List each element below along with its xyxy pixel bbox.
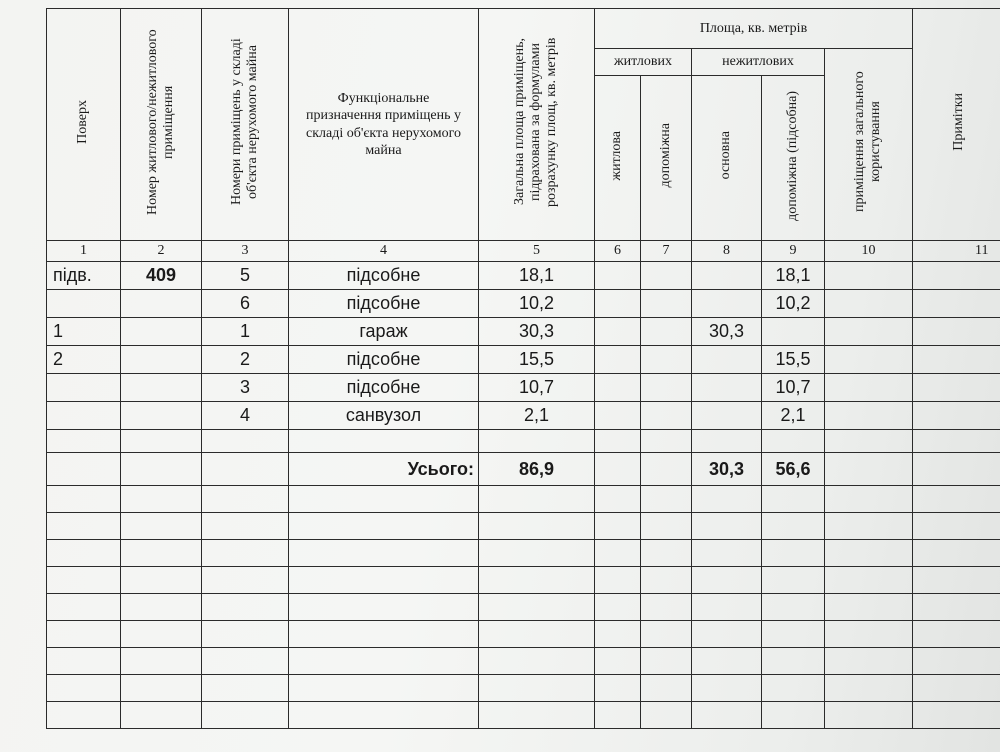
cell-auxiliary-utility: 2,1 — [762, 402, 825, 430]
cell-living — [595, 290, 641, 318]
empty-cell — [202, 675, 289, 702]
empty-cell — [825, 621, 913, 648]
empty-cell — [825, 648, 913, 675]
empty-cell — [47, 486, 121, 513]
empty-cell — [595, 486, 641, 513]
header-notes: Примітки — [913, 9, 1000, 241]
cell-purpose: підсобне — [289, 262, 479, 290]
cell-total-area: 18,1 — [479, 262, 595, 290]
empty-cell — [641, 621, 692, 648]
empty-cell — [641, 702, 692, 729]
empty-cell — [913, 621, 1000, 648]
empty-cell — [121, 648, 202, 675]
cell-living — [595, 262, 641, 290]
empty-cell — [479, 702, 595, 729]
empty-row — [47, 513, 1000, 540]
cell-main — [692, 402, 762, 430]
empty-cell — [121, 430, 202, 453]
table-row — [47, 374, 1000, 402]
cell-auxiliary — [641, 374, 692, 402]
empty-cell — [121, 513, 202, 540]
empty-cell — [202, 594, 289, 621]
cell-auxiliary — [641, 290, 692, 318]
empty-cell — [762, 702, 825, 729]
empty-row — [47, 540, 1000, 567]
empty-cell — [202, 648, 289, 675]
empty-cell — [289, 430, 479, 453]
empty-cell — [692, 430, 762, 453]
empty-row — [47, 702, 1000, 729]
empty-cell — [595, 621, 641, 648]
cell-living — [595, 374, 641, 402]
cell-floor: 1 — [47, 318, 121, 346]
totals-auxiliary-utility: 56,6 — [762, 453, 825, 486]
column-number: 5 — [479, 241, 595, 262]
totals-label: Усього: — [289, 453, 479, 486]
empty-cell — [692, 621, 762, 648]
cell-floor — [47, 402, 121, 430]
empty-cell — [825, 594, 913, 621]
header-living: житлова — [595, 76, 641, 241]
empty-cell — [289, 513, 479, 540]
table-row — [47, 290, 1000, 318]
cell-premise-number: 4 — [202, 402, 289, 430]
empty-cell — [121, 621, 202, 648]
cell-premise-number: 6 — [202, 290, 289, 318]
empty-cell — [47, 567, 121, 594]
empty-row — [47, 594, 1000, 621]
header-total-area: Загальна площа приміщень, підрахована за формулами розрахунку площ, кв. метрів — [479, 9, 595, 241]
cell-premise-number: 2 — [202, 346, 289, 374]
cell-common-use — [825, 318, 913, 346]
column-number: 11 — [913, 241, 1000, 262]
cell-auxiliary — [641, 262, 692, 290]
table-row — [47, 402, 1000, 430]
empty-cell — [479, 486, 595, 513]
cell-auxiliary-utility: 10,2 — [762, 290, 825, 318]
empty-row — [47, 430, 1000, 453]
empty-cell — [913, 513, 1000, 540]
empty-cell — [289, 675, 479, 702]
column-number: 8 — [692, 241, 762, 262]
totals-row — [47, 453, 1000, 486]
empty-row — [47, 567, 1000, 594]
cell-room-number — [121, 374, 202, 402]
empty-cell — [47, 594, 121, 621]
cell-living — [595, 318, 641, 346]
empty-cell — [479, 648, 595, 675]
empty-cell — [121, 453, 202, 486]
cell-purpose: санвузол — [289, 402, 479, 430]
header-area-group: Площа, кв. метрів — [595, 9, 913, 49]
empty-cell — [595, 702, 641, 729]
cell-premise-number: 1 — [202, 318, 289, 346]
empty-cell — [692, 702, 762, 729]
empty-cell — [692, 594, 762, 621]
cell-total-area: 10,7 — [479, 374, 595, 402]
empty-cell — [825, 513, 913, 540]
empty-cell — [479, 430, 595, 453]
empty-row — [47, 675, 1000, 702]
table-row — [47, 262, 1000, 290]
empty-cell — [641, 430, 692, 453]
empty-cell — [121, 594, 202, 621]
cell-auxiliary-utility: 18,1 — [762, 262, 825, 290]
empty-cell — [595, 648, 641, 675]
area-table — [46, 8, 1000, 729]
empty-cell — [595, 430, 641, 453]
empty-cell — [762, 513, 825, 540]
header-floor: Поверх — [47, 9, 121, 241]
cell-room-number — [121, 318, 202, 346]
empty-cell — [825, 486, 913, 513]
empty-row — [47, 621, 1000, 648]
empty-cell — [47, 540, 121, 567]
empty-cell — [289, 486, 479, 513]
empty-cell — [202, 453, 289, 486]
cell-common-use — [825, 346, 913, 374]
empty-cell — [121, 540, 202, 567]
header-nonresidential: нежитлових — [692, 49, 825, 76]
empty-cell — [289, 648, 479, 675]
empty-cell — [121, 702, 202, 729]
empty-cell — [121, 675, 202, 702]
cell-common-use — [825, 402, 913, 430]
cell-total-area: 2,1 — [479, 402, 595, 430]
cell-notes — [913, 262, 1000, 290]
cell-purpose: гараж — [289, 318, 479, 346]
column-number: 7 — [641, 241, 692, 262]
cell-total-area: 30,3 — [479, 318, 595, 346]
empty-cell — [692, 567, 762, 594]
empty-cell — [289, 540, 479, 567]
empty-cell — [762, 540, 825, 567]
cell-room-number: 409 — [121, 262, 202, 290]
empty-cell — [479, 513, 595, 540]
cell-main — [692, 346, 762, 374]
empty-cell — [913, 702, 1000, 729]
cell-main — [692, 290, 762, 318]
column-number: 4 — [289, 241, 479, 262]
column-number-row — [47, 241, 1000, 262]
empty-cell — [289, 567, 479, 594]
cell-notes — [913, 318, 1000, 346]
empty-cell — [479, 540, 595, 567]
totals-main: 30,3 — [692, 453, 762, 486]
empty-cell — [762, 675, 825, 702]
empty-cell — [762, 486, 825, 513]
cell-purpose: підсобне — [289, 346, 479, 374]
empty-cell — [692, 675, 762, 702]
cell-auxiliary-utility: 15,5 — [762, 346, 825, 374]
cell-common-use — [825, 374, 913, 402]
empty-cell — [289, 621, 479, 648]
empty-cell — [47, 675, 121, 702]
cell-purpose: підсобне — [289, 374, 479, 402]
empty-cell — [825, 430, 913, 453]
empty-cell — [692, 648, 762, 675]
column-number: 1 — [47, 241, 121, 262]
header-auxiliary-utility: допоміжна (підсобна) — [762, 76, 825, 241]
cell-notes — [913, 374, 1000, 402]
cell-floor: 2 — [47, 346, 121, 374]
empty-cell — [641, 567, 692, 594]
empty-cell — [202, 486, 289, 513]
cell-auxiliary — [641, 346, 692, 374]
column-number: 2 — [121, 241, 202, 262]
empty-cell — [762, 567, 825, 594]
column-number: 10 — [825, 241, 913, 262]
column-number: 3 — [202, 241, 289, 262]
empty-cell — [913, 675, 1000, 702]
header-main: основна — [692, 76, 762, 241]
empty-cell — [202, 621, 289, 648]
cell-common-use — [825, 262, 913, 290]
cell-auxiliary — [641, 318, 692, 346]
empty-cell — [913, 486, 1000, 513]
empty-cell — [641, 648, 692, 675]
empty-cell — [121, 567, 202, 594]
empty-cell — [479, 621, 595, 648]
cell-auxiliary-utility — [762, 318, 825, 346]
header-premise-numbers: Номери приміщень у складі об'єкта нерухомого майна — [202, 9, 289, 241]
empty-cell — [641, 594, 692, 621]
empty-cell — [479, 594, 595, 621]
empty-cell — [762, 594, 825, 621]
cell-living — [595, 402, 641, 430]
empty-cell — [762, 621, 825, 648]
cell-premise-number: 3 — [202, 374, 289, 402]
empty-cell — [913, 430, 1000, 453]
empty-row — [47, 648, 1000, 675]
cell-main — [692, 374, 762, 402]
cell-floor: підв. — [47, 262, 121, 290]
empty-cell — [47, 453, 121, 486]
header-room-number: Номер житлового/нежитлового приміщення — [121, 9, 202, 241]
totals-total-area: 86,9 — [479, 453, 595, 486]
empty-cell — [47, 648, 121, 675]
table-row — [47, 318, 1000, 346]
empty-cell — [692, 513, 762, 540]
cell-room-number — [121, 346, 202, 374]
cell-floor — [47, 374, 121, 402]
cell-notes — [913, 290, 1000, 318]
empty-cell — [913, 453, 1000, 486]
cell-room-number — [121, 402, 202, 430]
cell-main — [692, 262, 762, 290]
empty-cell — [202, 430, 289, 453]
empty-cell — [595, 453, 641, 486]
header-residential: житлових — [595, 49, 692, 76]
cell-auxiliary-utility: 10,7 — [762, 374, 825, 402]
empty-cell — [202, 567, 289, 594]
empty-cell — [595, 675, 641, 702]
cell-room-number — [121, 290, 202, 318]
cell-living — [595, 346, 641, 374]
header-purpose: Функціональне призначення приміщень у складі об'єкта нерухомого майна — [289, 9, 479, 241]
empty-cell — [913, 567, 1000, 594]
empty-cell — [762, 430, 825, 453]
empty-cell — [641, 513, 692, 540]
empty-cell — [641, 486, 692, 513]
cell-notes — [913, 346, 1000, 374]
empty-cell — [641, 540, 692, 567]
column-number: 9 — [762, 241, 825, 262]
empty-cell — [762, 648, 825, 675]
empty-cell — [825, 540, 913, 567]
empty-cell — [47, 621, 121, 648]
cell-total-area: 10,2 — [479, 290, 595, 318]
empty-cell — [289, 594, 479, 621]
cell-purpose: підсобне — [289, 290, 479, 318]
empty-cell — [202, 513, 289, 540]
empty-cell — [595, 540, 641, 567]
empty-cell — [641, 675, 692, 702]
table-row — [47, 346, 1000, 374]
header-auxiliary: допоміжна — [641, 76, 692, 241]
cell-main: 30,3 — [692, 318, 762, 346]
cell-floor — [47, 290, 121, 318]
empty-cell — [913, 594, 1000, 621]
empty-cell — [47, 702, 121, 729]
cell-total-area: 15,5 — [479, 346, 595, 374]
empty-cell — [595, 567, 641, 594]
column-number: 6 — [595, 241, 641, 262]
empty-cell — [692, 486, 762, 513]
empty-cell — [825, 702, 913, 729]
cell-premise-number: 5 — [202, 262, 289, 290]
empty-cell — [913, 648, 1000, 675]
empty-cell — [47, 430, 121, 453]
empty-cell — [202, 540, 289, 567]
empty-cell — [641, 453, 692, 486]
cell-auxiliary — [641, 402, 692, 430]
empty-cell — [47, 513, 121, 540]
cell-notes — [913, 402, 1000, 430]
empty-cell — [692, 540, 762, 567]
empty-cell — [595, 513, 641, 540]
empty-cell — [595, 594, 641, 621]
cell-common-use — [825, 290, 913, 318]
empty-cell — [825, 567, 913, 594]
empty-cell — [479, 567, 595, 594]
empty-cell — [825, 675, 913, 702]
header-common-use: приміщення загального користування — [825, 49, 913, 241]
empty-cell — [825, 453, 913, 486]
empty-cell — [121, 486, 202, 513]
empty-cell — [913, 540, 1000, 567]
empty-cell — [202, 702, 289, 729]
empty-cell — [289, 702, 479, 729]
empty-cell — [479, 675, 595, 702]
empty-row — [47, 486, 1000, 513]
